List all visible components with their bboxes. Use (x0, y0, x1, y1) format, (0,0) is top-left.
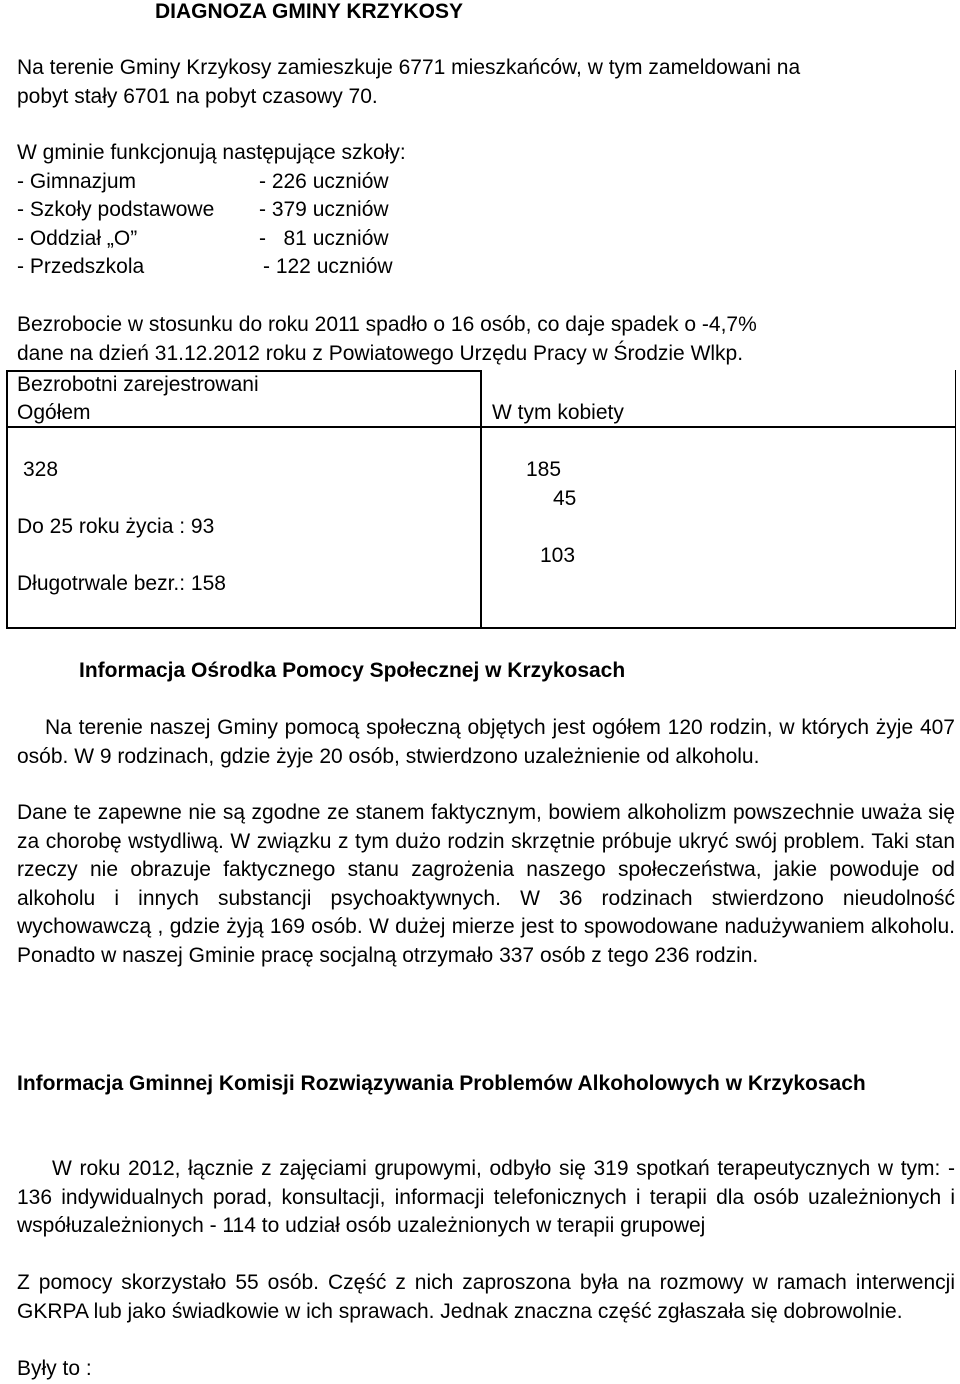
schools-section (17, 139, 955, 282)
school-count: - 379 uczniów (259, 198, 389, 221)
unemployment-line: Bezrobocie w stosunku do roku 2011 spadło o 16 osób, co daje spadek o -4,7% (17, 313, 757, 336)
gkrpa-paragraph-1 (17, 1155, 955, 1241)
intro-paragraph (17, 54, 955, 111)
school-item (17, 196, 955, 225)
school-item (17, 225, 955, 254)
unemployment-paragraph (17, 311, 955, 368)
school-item (17, 168, 955, 197)
ops-paragraph-1 (17, 714, 955, 771)
unemployment-line: dane na dzień 31.12.2012 roku z Powiatowego Urzędu Pracy w Środzie Wlkp. (17, 341, 744, 365)
school-count: - 122 uczniów (263, 255, 393, 278)
table-cell-longterm: Długotrwale bezr.: 158 (17, 572, 226, 595)
table-cell-under25-women: 45 (553, 487, 577, 510)
table-caption: Bezrobotni zarejestrowani (17, 373, 259, 396)
school-name: - Oddział „O” (17, 226, 138, 250)
table-cell-longterm-women: 103 (540, 544, 576, 567)
table-cell-under25: Do 25 roku życia : 93 (17, 515, 215, 538)
school-count: - 81 uczniów (259, 226, 389, 250)
gkrpa-paragraph-3: Były to : (17, 1357, 92, 1380)
document-title: DIAGNOZA GMINY KRZYKOSY (155, 0, 464, 23)
intro-line: pobyt stały 6701 na pobyt czasowy 70. (17, 84, 378, 108)
ops-paragraph-1-text: Na terenie naszej Gminy pomocą społeczną objętych jest ogółem 120 rodzin, w których żyje 407 osób. W 9 rodzinach, gdzie żyje 20 osób, stwierdzono uzależnienie od alkoholu. (17, 716, 955, 768)
table-header-women: W tym kobiety (492, 401, 624, 424)
table-header-total: Ogółem (17, 401, 91, 424)
gkrpa-heading: Informacja Gminnej Komisji Rozwiązywania Problemów Alkoholowych w Krzykosach (17, 1072, 866, 1095)
schools-heading: W gminie funkcjonują następujące szkoły: (17, 141, 406, 164)
table-cell-total: 328 (23, 458, 59, 481)
table-border-left (6, 370, 8, 628)
unemployment-table (6, 370, 956, 628)
ops-heading: Informacja Ośrodka Pomocy Społecznej w Krzykosach (79, 659, 626, 682)
school-count: - 226 uczniów (259, 169, 389, 193)
table-border-middle (480, 370, 482, 628)
gkrpa-paragraph-2: Z pomocy skorzystało 55 osób. Część z nich zaproszona była na rozmowy w ramach interwencji GKRPA lub jako świadkowie w ich sprawach. Jednak znaczna część zgłaszała się dobrowolnie. (17, 1271, 955, 1323)
school-name: - Szkoły podstawowe (17, 198, 215, 221)
table-cell-total-women: 185 (526, 458, 562, 481)
ops-paragraph-2: Dane te zapewne nie są zgodne ze stanem faktycznym, bowiem alkoholizm powszechnie uważa się za chorobę wstydliwą. W związku z tym dużo rodzin skrzętnie próbuje ukryć swój problem. Taki stan rzeczy nie obrazuje faktycznego stanu zagrożenia naszego społeczeństwa, jakie powoduje od alkoholu i innych substancji psychoaktywnych. W 36 rodzinach stwierdzono nieudolność wychowawczą , gdzie żyją 169 osób. W dużej mierze jest to spowodowane nadużywaniem alkoholu. Ponadto w naszej Gminie pracę socjalną otrzymało 337 osób z tego 236 rodzin. (17, 801, 955, 967)
school-item (17, 253, 955, 282)
school-name: - Przedszkola (17, 255, 145, 278)
gkrpa-paragraph-1-text: W roku 2012, łącznie z zajęciami grupowymi, odbyło się 319 spotkań terapeutycznych w tym: - 136 indywidualnych porad, konsultacji, informacji telefonicznych i terapii dla osób uzależnionych i współuzależnionych - 114 to udział osób uzależnionych w terapii grupowej (17, 1157, 955, 1237)
school-name: - Gimnazjum (17, 169, 137, 193)
table-border-right (955, 370, 957, 628)
intro-line: Na terenie Gminy Krzykosy zamieszkuje 6771 mieszkańców, w tym zameldowani na (17, 56, 801, 79)
